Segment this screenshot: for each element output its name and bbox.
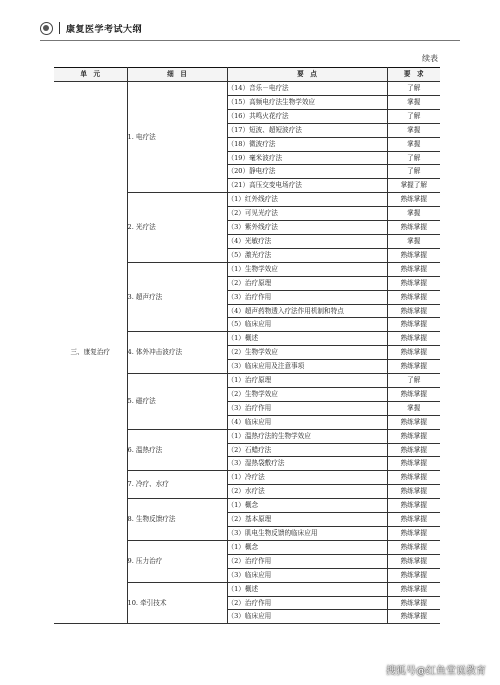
point-cell: （18）微波疗法 bbox=[227, 137, 387, 151]
col-header-detail: 细 目 bbox=[127, 68, 227, 82]
point-cell: （1）冷疗法 bbox=[227, 471, 387, 485]
point-cell: （2）基本原理 bbox=[227, 513, 387, 527]
point-cell: （14）音乐－电疗法 bbox=[227, 82, 387, 96]
requirement-cell: 了解 bbox=[387, 109, 440, 123]
requirement-cell: 熟练掌握 bbox=[387, 443, 440, 457]
requirement-cell: 了解 bbox=[387, 165, 440, 179]
requirement-cell: 熟练掌握 bbox=[387, 582, 440, 596]
point-cell: （2）生物学效应 bbox=[227, 346, 387, 360]
detail-cell: 8. 生物反馈疗法 bbox=[127, 499, 227, 541]
point-cell: （2）石蜡疗法 bbox=[227, 443, 387, 457]
requirement-cell: 熟练掌握 bbox=[387, 332, 440, 346]
requirement-cell: 熟练掌握 bbox=[387, 568, 440, 582]
point-cell: （2）治疗作用 bbox=[227, 596, 387, 610]
requirement-cell: 熟练掌握 bbox=[387, 248, 440, 262]
requirement-cell: 熟练掌握 bbox=[387, 387, 440, 401]
requirement-cell: 熟练掌握 bbox=[387, 485, 440, 499]
continued-label: 续表 bbox=[422, 54, 438, 63]
point-cell: （1）概述 bbox=[227, 582, 387, 596]
detail-cell: 2. 光疗法 bbox=[127, 193, 227, 263]
requirement-cell: 熟练掌握 bbox=[387, 318, 440, 332]
requirement-cell: 熟练掌握 bbox=[387, 513, 440, 527]
requirement-cell: 熟练掌握 bbox=[387, 262, 440, 276]
watermark: 搜狐号@红鱼堂说教育 bbox=[386, 666, 486, 677]
requirement-cell: 掌握 bbox=[387, 137, 440, 151]
requirement-cell: 掌握 bbox=[387, 234, 440, 248]
requirement-cell: 熟练掌握 bbox=[387, 499, 440, 513]
point-cell: （3）湿热袋敷疗法 bbox=[227, 457, 387, 471]
requirement-cell: 熟练掌握 bbox=[387, 360, 440, 374]
requirement-cell: 熟练掌握 bbox=[387, 540, 440, 554]
point-cell: （3）临床应用 bbox=[227, 610, 387, 624]
table-body bbox=[54, 82, 440, 624]
point-cell: （21）高压交变电场疗法 bbox=[227, 179, 387, 193]
point-cell: （3）治疗作用 bbox=[227, 401, 387, 415]
point-cell: （2）水疗法 bbox=[227, 485, 387, 499]
point-cell: （3）临床应用及注意事项 bbox=[227, 360, 387, 374]
point-cell: （3）治疗作用 bbox=[227, 290, 387, 304]
requirement-cell: 熟练掌握 bbox=[387, 304, 440, 318]
page-header bbox=[40, 18, 460, 38]
detail-cell: 9. 压力治疗 bbox=[127, 540, 227, 582]
point-cell: （1）概述 bbox=[227, 332, 387, 346]
requirement-cell: 熟练掌握 bbox=[387, 429, 440, 443]
detail-cell: 1. 电疗法 bbox=[127, 82, 227, 193]
requirement-cell: 熟练掌握 bbox=[387, 290, 440, 304]
requirement-cell: 熟练掌握 bbox=[387, 193, 440, 207]
point-cell: （1）温热疗法的生物学效应 bbox=[227, 429, 387, 443]
requirement-cell: 了解 bbox=[387, 82, 440, 96]
col-header-points: 要 点 bbox=[227, 68, 387, 82]
unit-cell: 三、康复治疗 bbox=[54, 82, 127, 624]
detail-cell: 6. 温热疗法 bbox=[127, 429, 227, 471]
requirement-cell: 掌握 bbox=[387, 207, 440, 221]
point-cell: （20）静电疗法 bbox=[227, 165, 387, 179]
point-cell: （1）概念 bbox=[227, 540, 387, 554]
point-cell: （2）可见光疗法 bbox=[227, 207, 387, 221]
requirement-cell: 熟练掌握 bbox=[387, 221, 440, 235]
point-cell: （5）激光疗法 bbox=[227, 248, 387, 262]
header-divider bbox=[59, 22, 60, 34]
detail-cell: 7. 冷疗、水疗 bbox=[127, 471, 227, 499]
point-cell: （1）红外线疗法 bbox=[227, 193, 387, 207]
requirement-cell: 熟练掌握 bbox=[387, 471, 440, 485]
requirement-cell: 了解 bbox=[387, 374, 440, 388]
requirement-cell: 熟练掌握 bbox=[387, 596, 440, 610]
point-cell: （15）高频电疗法生物学效应 bbox=[227, 95, 387, 109]
point-cell: （4）超声药物透入疗法作用机制和特点 bbox=[227, 304, 387, 318]
detail-cell: 5. 磁疗法 bbox=[127, 374, 227, 430]
point-cell: （3）肌电生物反馈的临床应用 bbox=[227, 527, 387, 541]
point-cell: （19）毫米波疗法 bbox=[227, 151, 387, 165]
point-cell: （17）短波、超短波疗法 bbox=[227, 123, 387, 137]
requirement-cell: 熟练掌握 bbox=[387, 457, 440, 471]
syllabus-table bbox=[54, 67, 440, 624]
requirement-cell: 熟练掌握 bbox=[387, 554, 440, 568]
col-header-requirement: 要 求 bbox=[387, 68, 440, 82]
point-cell: （1）生物学效应 bbox=[227, 262, 387, 276]
header-title: 康复医学考试大纲 bbox=[66, 24, 143, 35]
requirement-cell: 熟练掌握 bbox=[387, 346, 440, 360]
point-cell: （1）治疗原理 bbox=[227, 374, 387, 388]
requirement-cell: 熟练掌握 bbox=[387, 610, 440, 624]
point-cell: （1）概念 bbox=[227, 499, 387, 513]
detail-cell: 4. 体外冲击波疗法 bbox=[127, 332, 227, 374]
point-cell: （16）共鸣火花疗法 bbox=[227, 109, 387, 123]
table-row bbox=[54, 82, 440, 96]
requirement-cell: 熟练掌握 bbox=[387, 527, 440, 541]
requirement-cell: 掌握 bbox=[387, 401, 440, 415]
publisher-logo-icon bbox=[40, 22, 53, 35]
col-header-unit: 单 元 bbox=[54, 68, 127, 82]
point-cell: （3）紫外线疗法 bbox=[227, 221, 387, 235]
point-cell: （4）光敏疗法 bbox=[227, 234, 387, 248]
requirement-cell: 掌握 bbox=[387, 95, 440, 109]
point-cell: （2）生物学效应 bbox=[227, 387, 387, 401]
point-cell: （2）治疗原理 bbox=[227, 276, 387, 290]
point-cell: （3）临床应用 bbox=[227, 568, 387, 582]
point-cell: （4）临床应用 bbox=[227, 415, 387, 429]
table-header-row bbox=[54, 68, 440, 82]
requirement-cell: 熟练掌握 bbox=[387, 415, 440, 429]
requirement-cell: 了解 bbox=[387, 151, 440, 165]
requirement-cell: 掌握 bbox=[387, 123, 440, 137]
point-cell: （2）治疗作用 bbox=[227, 554, 387, 568]
detail-cell: 3. 超声疗法 bbox=[127, 262, 227, 332]
header-rule bbox=[40, 40, 460, 41]
requirement-cell: 掌握了解 bbox=[387, 179, 440, 193]
point-cell: （5）临床应用 bbox=[227, 318, 387, 332]
detail-cell: 10. 牵引技术 bbox=[127, 582, 227, 624]
requirement-cell: 熟练掌握 bbox=[387, 276, 440, 290]
